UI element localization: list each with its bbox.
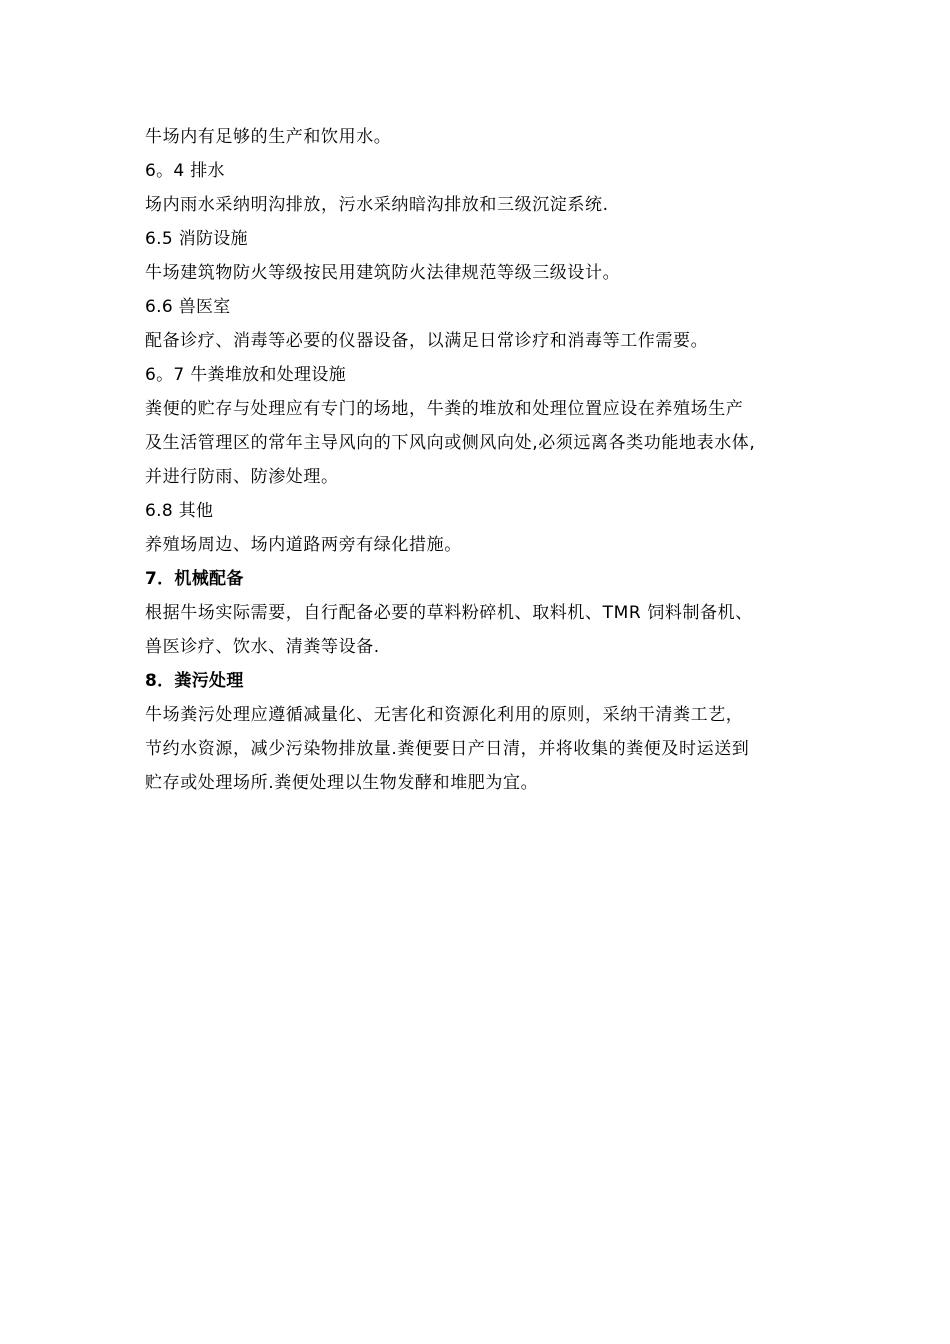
paragraph-line: 贮存或处理场所.粪便处理以生物发酵和堆肥为宜。 <box>145 773 539 793</box>
paragraph-line: 牛场内有足够的生产和饮用水。 <box>145 127 392 147</box>
section-heading-6-7: 6。7 牛粪堆放和处理设施 <box>145 365 346 385</box>
section-heading-8: 8．粪污处理 <box>145 671 244 691</box>
paragraph-line: 养殖场周边、场内道路两旁有绿化措施。 <box>145 535 462 555</box>
paragraph-line: 场内雨水采纳明沟排放，污水采纳暗沟排放和三级沉淀系统. <box>145 195 609 215</box>
paragraph-line: 节约水资源，减少污染物排放量.粪便要日产日清，并将收集的粪便及时运送到 <box>145 739 750 759</box>
section-heading-6-5: 6.5 消防设施 <box>145 229 248 249</box>
paragraph-line: 及生活管理区的常年主导风向的下风向或侧风向处,必须远离各类功能地表水体, <box>145 433 756 453</box>
paragraph-line: 兽医诊疗、饮水、清粪等设备. <box>145 637 380 657</box>
paragraph-line: 粪便的贮存与处理应有专门的场地，牛粪的堆放和处理位置应设在养殖场生产 <box>145 399 744 419</box>
document-body <box>145 120 825 800</box>
paragraph-line: 配备诊疗、消毒等必要的仪器设备，以满足日常诊疗和消毒等工作需要。 <box>145 331 709 351</box>
paragraph-line: 牛场建筑物防火等级按民用建筑防火法律规范等级三级设计。 <box>145 263 621 283</box>
paragraph-line: 牛场粪污处理应遵循减量化、无害化和资源化利用的原则，采纳干清粪工艺， <box>145 705 744 725</box>
section-heading-6-6: 6.6 兽医室 <box>145 297 231 317</box>
paragraph-line: 并进行防雨、防渗处理。 <box>145 467 339 487</box>
section-heading-6-4: 6。4 排水 <box>145 161 225 181</box>
paragraph-line: 根据牛场实际需要，自行配备必要的草料粉碎机、取料机、TMR 饲料制备机、 <box>145 603 753 623</box>
section-heading-7: 7．机械配备 <box>145 569 244 589</box>
section-heading-6-8: 6.8 其他 <box>145 501 214 521</box>
